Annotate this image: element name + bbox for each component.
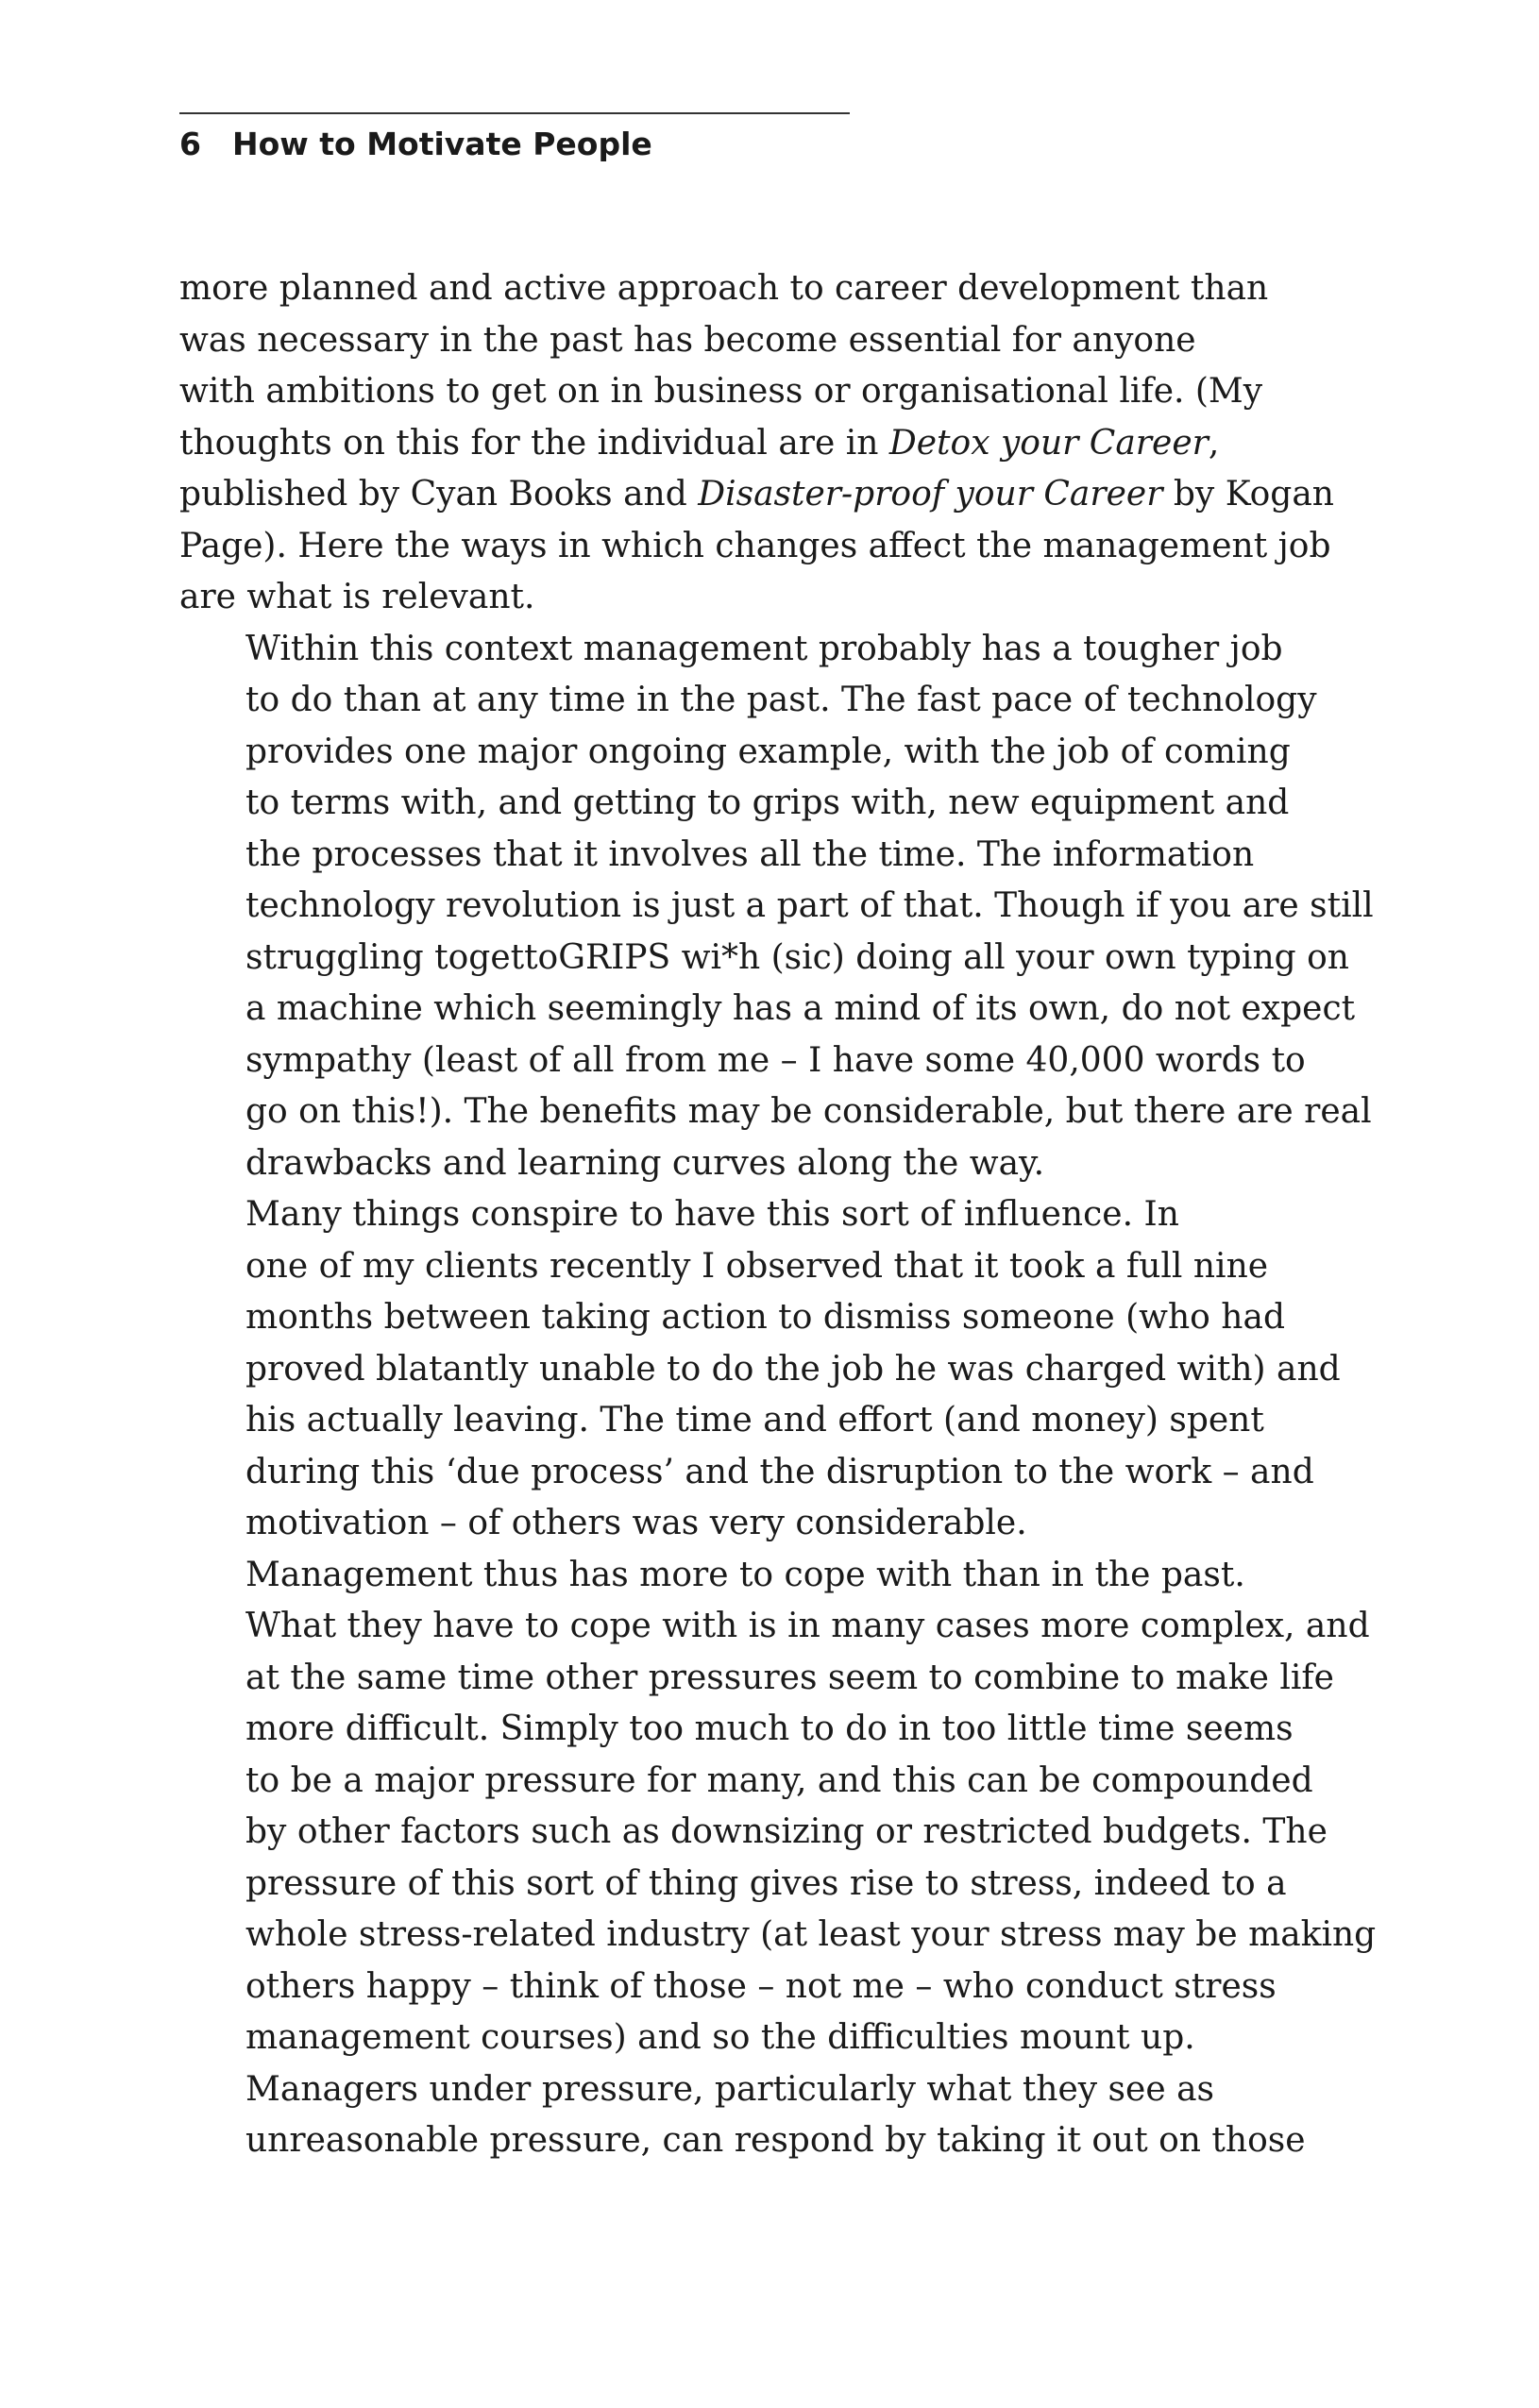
text-line: more difficult. Simply too much to do in too little time seems	[245, 1709, 1294, 1748]
text-line: struggling togettoGRIPS wi*h (sic) doing all your own typing on	[245, 937, 1349, 977]
paragraph-1	[179, 263, 1360, 624]
text-line: with ambitions to get on in business or organisational life. (My	[179, 372, 1263, 411]
text-line	[179, 418, 1360, 470]
text-line: by other factors such as downsizing or restricted budgets. The	[245, 1812, 1328, 1851]
text-line	[179, 469, 1360, 521]
text-line: during this ‘due process’ and the disruption to the work – and	[245, 1452, 1314, 1491]
paragraph-2	[179, 624, 1374, 1190]
running-head	[179, 126, 652, 163]
text-line: to be a major pressure for many, and this can be compounded	[245, 1760, 1313, 1800]
text-line: at the same time other pressures seem to combine to make life	[245, 1658, 1334, 1697]
book-title-detox-your-career: Detox your Career	[888, 423, 1209, 463]
paragraph-3	[179, 1189, 1360, 1550]
text-line: go on this!). The benefits may be considerable, but there are real	[245, 1092, 1372, 1131]
text-run: published by Cyan Books and	[179, 475, 699, 514]
body-text	[179, 263, 1377, 2167]
text-line: unreasonable pressure, can respond by taking it out on those	[245, 2121, 1306, 2160]
text-line: to terms with, and getting to grips with, new equipment and	[245, 783, 1290, 822]
text-line: a machine which seemingly has a mind of its own, do not expect	[245, 989, 1356, 1028]
text-line: pressure of this sort of thing gives rise to stress, indeed to a	[245, 1863, 1287, 1903]
text-run: ,	[1208, 423, 1220, 463]
text-line: to do than at any time in the past. The fast pace of technology	[245, 681, 1317, 719]
text-line: proved blatantly unable to do the job he was charged with) and	[245, 1349, 1341, 1389]
text-line: whole stress-related industry (at least your stress may be making	[245, 1915, 1377, 1954]
text-line: management courses) and so the difficulties mount up.	[245, 2018, 1195, 2057]
text-line: months between taking action to dismiss someone (who had	[245, 1298, 1285, 1337]
text-line: drawbacks and learning curves along the way.	[245, 1143, 1045, 1183]
text-line: Page). Here the ways in which changes affect the management job	[179, 526, 1331, 565]
text-line: his actually leaving. The time and effort (and money) spent	[245, 1401, 1264, 1440]
text-line: motivation – of others was very considerable.	[245, 1504, 1027, 1542]
book-title-disaster-proof-your-career: Disaster-proof your Career	[698, 475, 1163, 514]
book-title: How to Motivate People	[232, 126, 652, 162]
text-line: the processes that it involves all the time. The information	[245, 834, 1255, 874]
text-line: Management thus has more to cope with than in the past.	[245, 1555, 1245, 1594]
paragraph-5	[179, 2064, 1360, 2167]
text-run: thoughts on this for the individual are in	[179, 423, 889, 463]
text-line: Within this context management probably has a tougher job	[245, 629, 1283, 668]
text-line: more planned and active approach to career development than	[179, 269, 1269, 308]
text-line: are what is relevant.	[179, 578, 535, 616]
page-number: 6	[179, 126, 201, 162]
text-line: sympathy (least of all from me – I have some 40,000 words to	[245, 1040, 1306, 1080]
text-run: by Kogan	[1162, 475, 1334, 514]
text-line: provides one major ongoing example, with the job of coming	[245, 732, 1291, 771]
text-line: technology revolution is just a part of that. Though if you are still	[245, 886, 1374, 925]
text-line: was necessary in the past has become essential for anyone	[179, 320, 1196, 360]
text-line: Many things conspire to have this sort of influence. In	[245, 1195, 1179, 1234]
text-line: What they have to cope with is in many cases more complex, and	[245, 1607, 1370, 1645]
text-line: one of my clients recently I observed that it took a full nine	[245, 1246, 1269, 1286]
paragraph-4	[179, 1550, 1377, 2064]
text-line: Managers under pressure, particularly what they see as	[245, 2069, 1215, 2109]
text-line: others happy – think of those – not me – who conduct stress	[245, 1966, 1277, 2006]
header-rule	[179, 112, 850, 114]
